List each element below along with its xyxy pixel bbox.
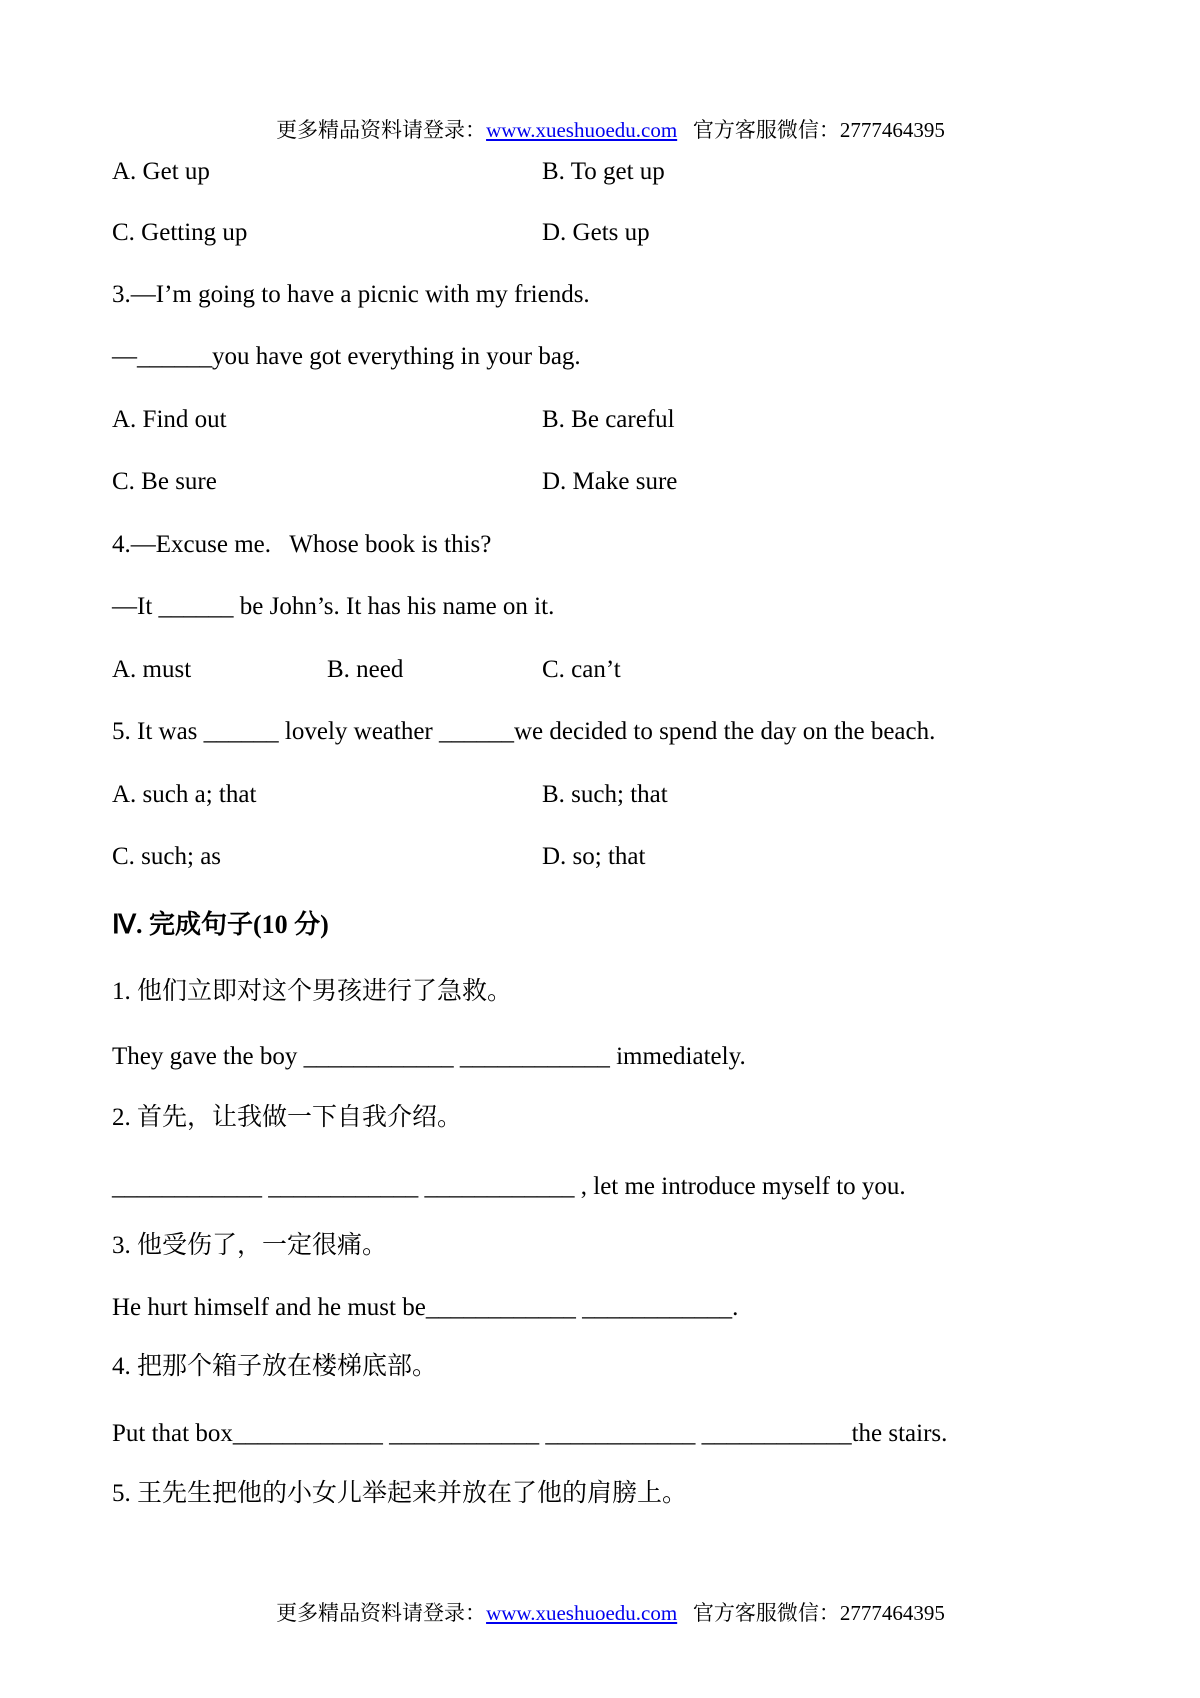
footer-link[interactable]: www.xueshuoedu.com xyxy=(486,1601,678,1625)
footer-suffix: 官方客服微信：2777464395 xyxy=(677,1601,945,1625)
sec4-item3-chinese: 3. 他受伤了，一定很痛。 xyxy=(112,1232,388,1259)
q3-options-row-1 xyxy=(112,403,1170,437)
q5-stem-line: 5. It was ______ lovely weather ______we decided to spend the day on the beach. xyxy=(112,718,936,745)
q4-option-b: B. need xyxy=(327,656,404,683)
q2-options-row-1 xyxy=(112,155,1170,189)
q3-option-d: D. Make sure xyxy=(542,468,678,495)
header-suffix: 官方客服微信：2777464395 xyxy=(677,118,945,142)
footer-prefix: 更多精品资料请登录： xyxy=(276,1601,487,1625)
header-link[interactable]: www.xueshuoedu.com xyxy=(486,118,678,142)
sec4-item4-chinese: 4. 把那个箱子放在楼梯底部。 xyxy=(112,1353,438,1380)
sec4-item5-chinese: 5. 王先生把他的小女儿举起来并放在了他的肩膀上。 xyxy=(112,1480,688,1507)
sec4-item3-english: He hurt himself and he must be____________ ____________. xyxy=(112,1294,739,1321)
q5-options-row-1 xyxy=(112,778,1170,812)
q3-option-a: A. Find out xyxy=(112,406,227,433)
q4-stem-line-2: —It ______ be John’s. It has his name on it. xyxy=(112,593,555,620)
sec4-item2-chinese: 2. 首先，让我做一下自我介绍。 xyxy=(112,1104,463,1131)
q5-option-a: A. such a; that xyxy=(112,781,257,808)
page-footer xyxy=(0,1568,1200,1625)
q3-option-c: C. Be sure xyxy=(112,468,217,495)
q2-options-row-2 xyxy=(112,216,1170,250)
sec4-item4-english: Put that box____________ ____________ ____________ ____________the stairs. xyxy=(112,1420,948,1447)
q2-option-c: C. Getting up xyxy=(112,219,248,246)
q5-option-b: B. such; that xyxy=(542,781,668,808)
q3-stem-line-2: —______you have got everything in your bag. xyxy=(112,343,581,370)
q2-option-b: B. To get up xyxy=(542,158,665,185)
q4-option-c: C. can’t xyxy=(542,656,621,683)
q3-stem-line-1: 3.—I’m going to have a picnic with my friends. xyxy=(112,281,590,308)
header-prefix: 更多精品资料请登录： xyxy=(276,118,487,142)
section-iv-title: Ⅳ. 完成句子(10 分) xyxy=(112,910,329,939)
q5-option-d: D. so; that xyxy=(542,843,646,870)
sec4-item1-english: They gave the boy ____________ ____________ immediately. xyxy=(112,1043,746,1070)
q4-options-row xyxy=(112,653,1170,687)
q4-stem-line-1: 4.—Excuse me. Whose book is this? xyxy=(112,531,492,558)
q5-option-c: C. such; as xyxy=(112,843,222,870)
q2-option-a: A. Get up xyxy=(112,158,210,185)
q5-options-row-2 xyxy=(112,840,1170,874)
q4-option-a: A. must xyxy=(112,656,192,683)
q3-option-b: B. Be careful xyxy=(542,406,675,433)
q2-option-d: D. Gets up xyxy=(542,219,650,246)
page-header xyxy=(0,85,1200,142)
q3-options-row-2 xyxy=(112,465,1170,499)
sec4-item2-english: ____________ ____________ ____________ , let me introduce myself to you. xyxy=(112,1173,906,1200)
sec4-item1-chinese: 1. 他们立即对这个男孩进行了急救。 xyxy=(112,978,513,1005)
